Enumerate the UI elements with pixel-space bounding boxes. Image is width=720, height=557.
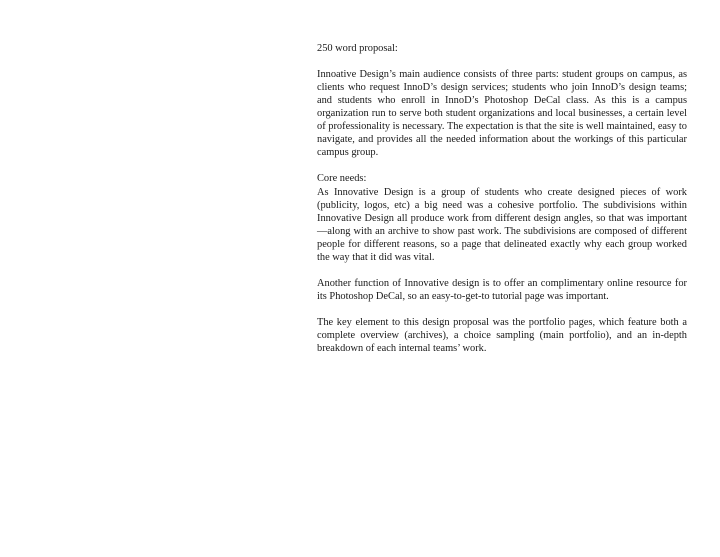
function-paragraph: Another function of Innovative design is to offer an complimentary online resource for its Photoshop DeCal, so an easy-to-get-to tutorial page was important. [317, 277, 687, 302]
spacer [317, 55, 687, 68]
core-needs-heading: Core needs: [317, 173, 367, 185]
spacer [317, 159, 687, 172]
spacer [317, 264, 687, 277]
core-needs-paragraph: As Innovative Design is a group of students who create designed pieces of work (publicity, logos, etc) a big need was a cohesive portfolio. The subdivisions within Innovative Design all produce work from different design angles, so that was important—along with an archive to show past work. The subdivisions are composed of different people for different reasons, so a page that delineated exactly why each group worked the way that it did was vital. [317, 186, 687, 263]
proposal-heading: 250 word proposal: [317, 43, 398, 54]
key-element-paragraph: The key element to this design proposal was the portfolio pages, which feature both a complete overview (archives), a choice sampling (main portfolio), and an in-depth breakdown of each internal teams’ work. [317, 316, 687, 355]
audience-paragraph: Innoative Design’s main audience consists of three parts: student groups on campus, as clients who request InnoD’s design services; students who join InnoD’s design teams; and students who enroll in InnoD’s Photoshop DeCal class. As this is a campus organization run to serve both student organizations and local businesses, a certain level of professionality is necessary. The expectation is that the site is well maintained, easy to navigate, and provides all the needed information about the workings of this particular campus group. [317, 69, 687, 159]
proposal-text [317, 42, 687, 355]
spacer [317, 303, 687, 316]
